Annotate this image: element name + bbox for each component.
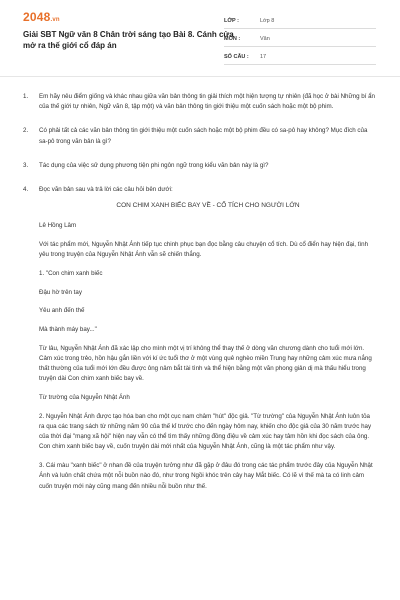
meta-panel [224, 14, 376, 68]
meta-value-grade: Lớp 8 [260, 18, 275, 24]
question-text: Em hãy nêu điểm giống và khác nhau giữa văn bản thông tin giải thích một hiện tượng tự nhiên (đã học ở bài Những bí ẩn của thế giới tự nhiên, Ngữ văn 8, tập một) và văn bản thông tin giới thiệu một cuốn sách hoặc một bộ phim. [39, 93, 375, 111]
passage-author: Lê Hồng Lâm [39, 222, 77, 230]
passage-paragraph: Với tác phẩm mới, Nguyễn Nhật Ánh tiếp tục chinh phục bạn đọc bằng câu chuyện cổ tích. Dù cổ điển hay hiện đại, tình yêu trong truyện của Nguyễn Nhật Ánh vẫn sẽ chiến thắng. [39, 241, 369, 259]
passage-paragraph: Yêu anh đến thế [39, 307, 85, 315]
passage-paragraph: 2. Nguyễn Nhật Ánh được tạo hóa ban cho một cục nam châm "hút" độc giả. "Từ trường" của Nguyễn Nhật Ánh luôn tỏa ra qua các trang sách từ những năm 90 của thế kỉ trước cho đến ngày hôm nay, khiến cho độc giả của 30 năm trước hay của thời đại "mạng xã hội" hiện nay vẫn có thể tìm thấy những đồng điệu về cảm xúc hay tâm hồn khi đọc sách của ông. Con chim xanh biếc bay về, cuốn truyện dài mới nhất của Nguyễn Nhật Ánh, cũng là một tác phẩm như vậy. [39, 412, 372, 451]
question-number: 2. [23, 127, 29, 135]
header-divider [0, 76, 400, 77]
passage-paragraph: 3. Cái màu "xanh biếc" ở nhan đề của truyện tưởng như đã gặp ở đâu đó trong các tác phẩm trước đây của Nguyễn Nhật Ánh và luôn chất chứa một nỗi buồn nào đó, như trong Ngồi khóc trên cây hay Mắt biếc. Có lẽ vì thế mà ta có linh cảm cuốn truyện mới này cũng mang đến nhiều nỗi buồn như thế. [39, 462, 373, 490]
passage-subheading: Từ trường của Nguyễn Nhật Ánh [39, 394, 130, 402]
question-text: Đọc văn bản sau và trả lời các câu hỏi bên dưới: [39, 186, 173, 194]
logo-suffix: .vn [50, 17, 60, 23]
meta-row-grade [224, 14, 376, 29]
question-item [23, 126, 377, 146]
meta-row-count [224, 50, 376, 65]
meta-value-count: 17 [260, 54, 267, 60]
meta-key-count: SỐ CÂU : [224, 54, 249, 60]
passage-paragraph: Từ lâu, Nguyễn Nhật Ánh đã xác lập cho mình một vị trí không thể thay thế ở dòng văn chương dành cho tuổi mới lớn. Cảm xúc trong trẻo, hồn hậu gắn liền với kí ức tuổi thơ ở một vùng quê nghèo miền Trung hay những cảm xúc mưa nắng thất thường của tuổi mới lớn đều được ông nâm bắt tài tình và thể hiện bằng một văn phong giản dị mà thấu hiểu trong truyện dài Con chim xanh biếc bay về. [39, 344, 372, 383]
question-number: 4. [23, 186, 29, 194]
question-text: Có phải tất cả các văn bản thông tin giới thiệu một cuốn sách hoặc một bộ phim đều có sa-pô hay không? Mục đích của sa-pô trong văn bản là gì? [39, 127, 368, 145]
question-item [23, 92, 377, 112]
question-number: 1. [23, 93, 29, 100]
question-number: 3. [23, 161, 29, 169]
passage-paragraph: Mà thành máy bay..." [39, 326, 97, 334]
reading-passage [39, 201, 377, 492]
logo-text: 2048 [23, 10, 51, 24]
passage-title: CON CHIM XANH BIẾC BAY VỀ - CỔ TÍCH CHO NGƯỜI LỚN [116, 202, 300, 210]
question-item [23, 185, 377, 195]
meta-value-subject: Văn [260, 36, 270, 42]
meta-key-grade: LỚP : [224, 18, 239, 24]
question-text: Tác dụng của việc sử dụng phương tiện phi ngôn ngữ trong kiểu văn bản này là gì? [39, 161, 269, 169]
site-logo[interactable] [23, 10, 60, 24]
meta-row-subject [224, 32, 376, 47]
passage-paragraph: 1. "Con chim xanh biếc [39, 270, 103, 278]
document-body [23, 92, 377, 500]
question-item [23, 161, 377, 171]
passage-paragraph: Đậu hờ trên tay [39, 288, 82, 296]
page-header [0, 0, 400, 72]
meta-key-subject: MÔN : [224, 36, 241, 42]
document-title: Giải SBT Ngữ văn 8 Chân trời sáng tạo Bài 8. Cánh cửa mở ra thế giới cổ đáp án [23, 30, 234, 50]
